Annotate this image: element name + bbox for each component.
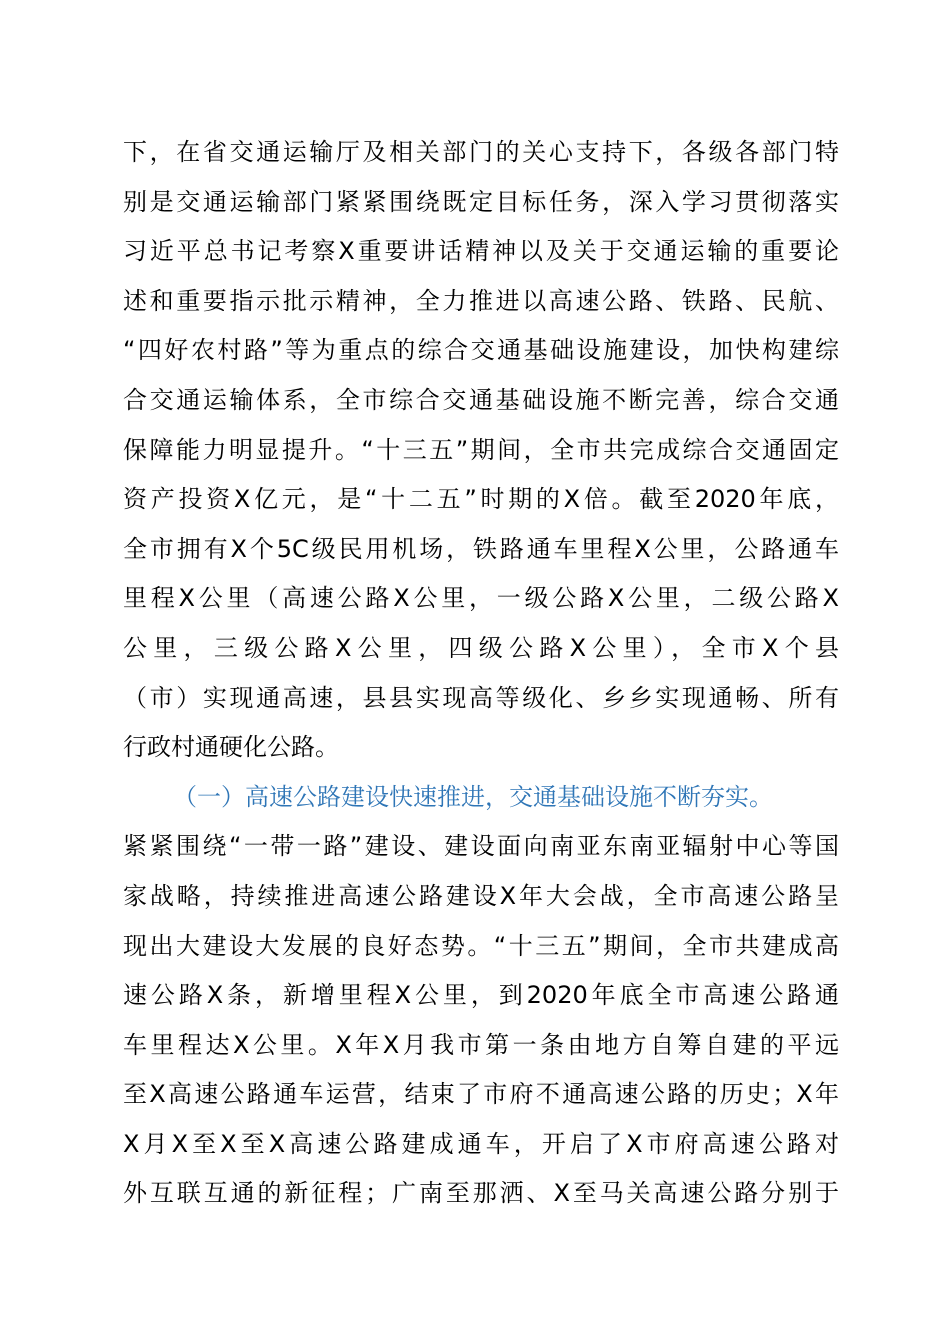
body-line: 资产投资X亿元，是“十二五”时期的X倍。截至2020年底， [123, 485, 839, 514]
body-line: 车里程达X公里。X年X月我市第一条由地方自筹自建的平远 [123, 1030, 839, 1059]
body-line: 现出大建设大发展的良好态势。“十三五”期间，全市共建成高 [123, 931, 839, 960]
body-line: 行政村通硬化公路。 [123, 733, 339, 762]
body-line: 速公路X条，新增里程X公里，到2020年底全市高速公路通 [123, 981, 839, 1010]
body-line: 合交通运输体系，全市综合交通基础设施不断完善，综合交通 [123, 385, 839, 414]
body-line: 至X高速公路通车运营，结束了市府不通高速公路的历史；X年 [123, 1080, 839, 1109]
body-line: 保障能力明显提升。“十三五”期间，全市共完成综合交通固定 [123, 435, 839, 464]
section-heading: （一）高速公路建设快速推进，交通基础设施不断夯实。 [173, 782, 773, 811]
body-line: 述和重要指示批示精神，全力推进以高速公路、铁路、民航、 [123, 286, 839, 315]
body-line: 公里，三级公路X公里，四级公路X公里），全市X个县 [123, 633, 839, 662]
body-line: 里程X公里（高速公路X公里，一级公路X公里，二级公路X [123, 584, 839, 613]
body-line: 习近平总书记考察X重要讲话精神以及关于交通运输的重要论 [123, 237, 839, 266]
body-line: 外互联互通的新征程；广南至那洒、X至马关高速公路分别于 [123, 1179, 839, 1208]
body-line: 紧紧围绕“一带一路”建设、建设面向南亚东南亚辐射中心等国 [123, 832, 839, 861]
body-line: 家战略，持续推进高速公路建设X年大会战，全市高速公路呈 [123, 881, 839, 910]
body-line: （市）实现通高速，县县实现高等级化、乡乡实现通畅、所有 [123, 683, 839, 712]
body-line: “四好农村路”等为重点的综合交通基础设施建设，加快构建综 [123, 336, 839, 365]
document-body [123, 128, 839, 1219]
body-line: 全市拥有X个5C级民用机场，铁路通车里程X公里，公路通车 [123, 534, 839, 563]
body-line: X月X至X至X高速公路建成通车，开启了X市府高速公路对 [123, 1129, 839, 1158]
body-line: 下，在省交通运输厅及相关部门的关心支持下，各级各部门特 [123, 138, 839, 166]
body-line: 别是交通运输部门紧紧围绕既定目标任务，深入学习贯彻落实 [123, 187, 839, 216]
